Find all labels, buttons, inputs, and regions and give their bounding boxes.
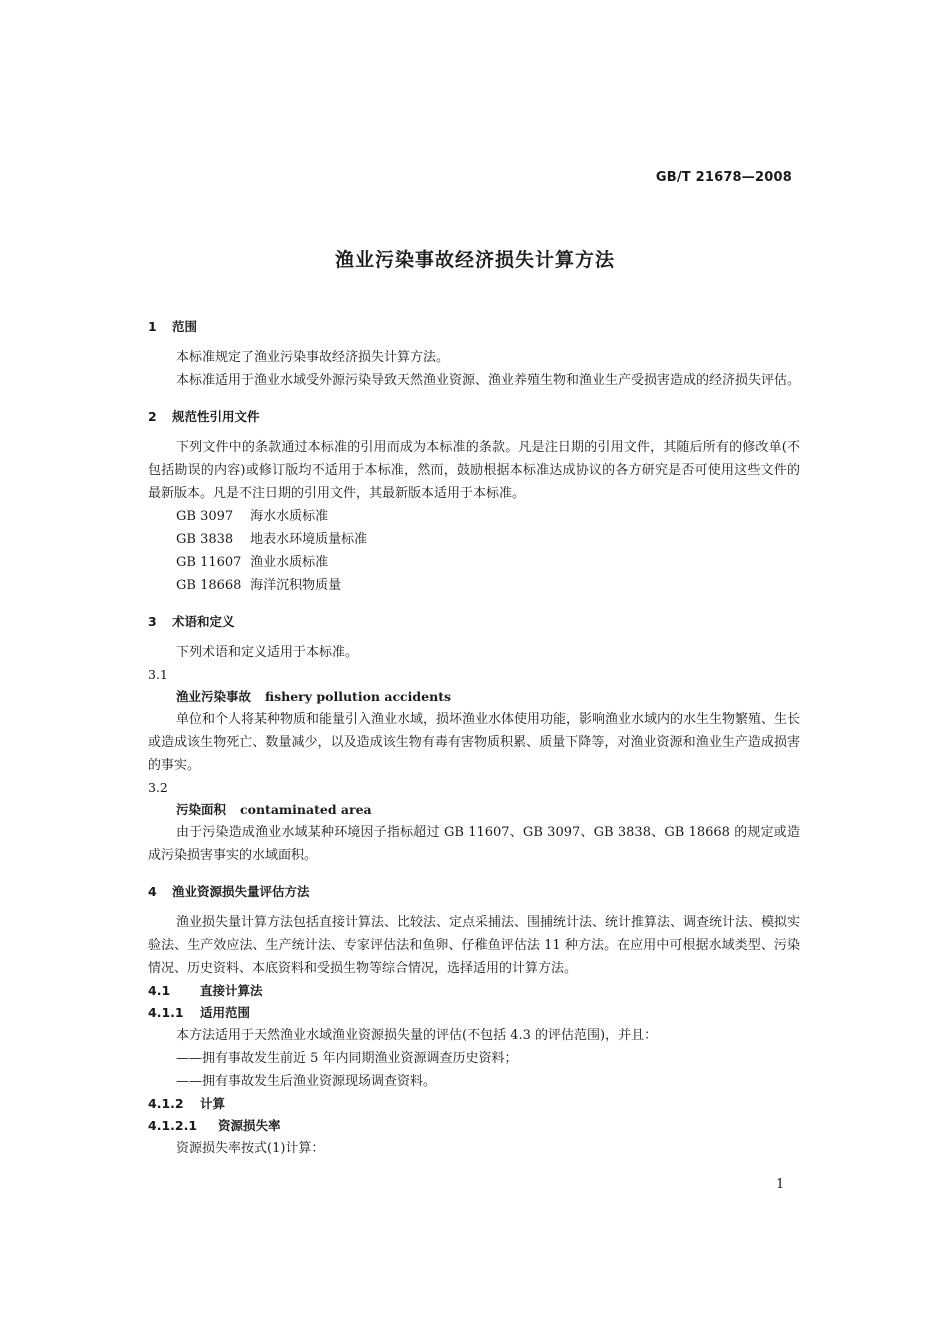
document-body (148, 316, 800, 1160)
reference-item (148, 551, 800, 574)
section-3-heading (148, 611, 800, 633)
reference-name: 渔业水质标准 (250, 555, 329, 570)
subsection-4-1-heading (148, 980, 800, 1002)
paragraph: 资源损失率按式(1)计算： (176, 1141, 325, 1156)
term-entry (148, 799, 800, 821)
section-number: 3 (148, 614, 157, 629)
reference-item (148, 505, 800, 528)
section-title: 术语和定义 (172, 614, 235, 629)
section-4-heading (148, 881, 800, 903)
section-title: 资源损失率 (218, 1118, 281, 1133)
section-title: 范围 (172, 319, 198, 334)
section-number: 4.1.2 (148, 1096, 184, 1111)
list-item: ——拥有事故发生后渔业资源现场调查资料。 (176, 1074, 437, 1089)
section-2-heading (148, 406, 800, 428)
section-title: 规范性引用文件 (172, 409, 260, 424)
term-english: contaminated area (240, 802, 372, 817)
section-title: 渔业资源损失量评估方法 (172, 884, 310, 899)
reference-name: 海洋沉积物质量 (250, 578, 342, 593)
reference-item (148, 574, 800, 597)
term-chinese: 污染面积 (176, 802, 227, 817)
standard-number: GB/T 21678—2008 (655, 170, 792, 185)
term-definition: 单位和个人将某种物质和能量引入渔业水域，损坏渔业水体使用功能，影响渔业水域内的水生生物繁殖、生长或造成该生物死亡、数量减少，以及造成该生物有毒有害物质积累、质量下降等，对渔业资源和渔业生产造成损害的事实。 (148, 712, 801, 773)
paragraph: 本方法适用于天然渔业水域渔业资源损失量的评估(不包括 4.3 的评估范围)，并且： (176, 1028, 658, 1043)
section-title: 直接计算法 (200, 983, 263, 998)
reference-item (148, 528, 800, 551)
paragraph: 下列术语和定义适用于本标准。 (176, 645, 359, 660)
paragraph: 下列文件中的条款通过本标准的引用而成为本标准的条款。凡是注日期的引用文件，其随后所有的修改单(不包括勘误的内容)或修订版均不适用于本标准，然而，鼓励根据本标准达成协议的各方研究是否可使用这些文件的最新版本。凡是不注日期的引用文件，其最新版本适用于本标准。 (148, 440, 800, 501)
section-number: 2 (148, 409, 157, 424)
paragraph: 渔业损失量计算方法包括直接计算法、比较法、定点采捕法、围捕统计法、统计推算法、调查统计法、模拟实验法、生产效应法、生产统计法、专家评估法和鱼卵、仔稚鱼评估法 11 种方法。在应用中可根据水域类型、污染情况、历史资料、本底资料和受损生物等综合情况，选择适用的计算方法。 (148, 915, 801, 976)
paragraph: 本标准规定了渔业污染事故经济损失计算方法。 (176, 350, 450, 365)
term-english: fishery pollution accidents (265, 689, 452, 704)
section-title: 适用范围 (200, 1005, 251, 1020)
list-item: ——拥有事故发生前近 5 年内同期渔业资源调查历史资料； (176, 1051, 518, 1066)
reference-code: GB 3838 (176, 532, 234, 547)
term-chinese: 渔业污染事故 (176, 689, 252, 704)
section-number: 4.1.2.1 (148, 1118, 198, 1133)
reference-code: GB 3097 (176, 509, 234, 524)
section-number: 1 (148, 319, 157, 334)
section-1-heading (148, 316, 800, 338)
term-definition: 由于污染造成渔业水域某种环境因子指标超过 GB 11607、GB 3097、GB 3838、GB 18668 的规定或造成污染损害事实的水域面积。 (148, 825, 800, 863)
section-number: 4 (148, 884, 157, 899)
reference-name: 地表水环境质量标准 (250, 532, 368, 547)
term-number: 3.2 (148, 780, 168, 795)
document-title: 渔业污染事故经济损失计算方法 (334, 249, 615, 271)
subsection-4-1-2-heading (148, 1093, 800, 1115)
paragraph: 本标准适用于渔业水域受外源污染导致天然渔业资源、渔业养殖生物和渔业生产受损害造成的经济损失评估。 (176, 373, 801, 388)
page-number: 1 (776, 1177, 785, 1192)
term-number: 3.1 (148, 667, 168, 682)
reference-code: GB 18668 (176, 578, 242, 593)
section-number: 4.1 (148, 983, 171, 998)
section-title: 计算 (200, 1096, 226, 1111)
subsection-4-1-2-1-heading (148, 1115, 800, 1137)
term-entry (148, 686, 800, 708)
subsection-4-1-1-heading (148, 1002, 800, 1024)
reference-code: GB 11607 (176, 555, 242, 570)
section-number: 4.1.1 (148, 1005, 184, 1020)
reference-name: 海水水质标准 (250, 509, 329, 524)
